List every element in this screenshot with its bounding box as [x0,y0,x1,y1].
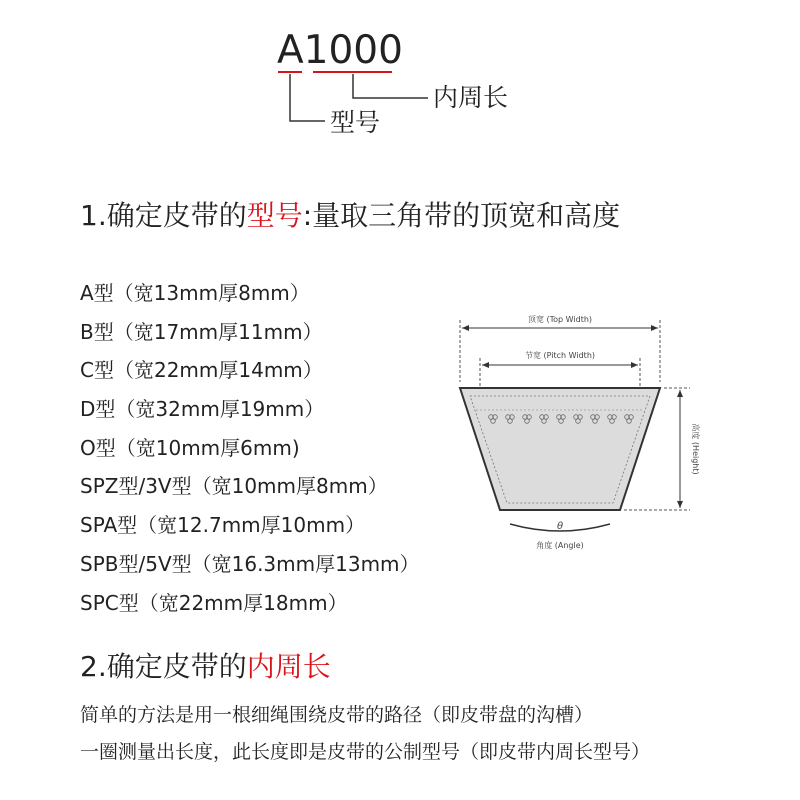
belt-code-diagram [0,0,800,150]
list-item: A型（宽13mm厚8mm） [80,281,310,305]
arrow-left-icon [462,325,469,331]
height-label: 高度 (Height) [691,423,700,475]
list-item: SPB型/5V型（宽16.3mm厚13mm） [80,551,420,576]
belt-code-text: A1000 [277,28,403,73]
angle-symbol: θ [556,521,564,532]
angle-label: 角度 (Angle) [536,541,584,550]
section2-heading-highlight: 内周长 [246,650,331,683]
length-callout-line [353,74,428,98]
list-item: D型（宽32mm厚19mm） [80,397,325,422]
model-label: 型号 [330,108,381,137]
section2-heading [80,645,331,685]
model-callout-line [290,74,325,121]
list-item: SPA型（宽12.7mm厚10mm） [80,513,366,538]
section1-heading [80,194,620,234]
belt-cross-section-diagram [450,300,710,565]
arrow-down-icon [677,501,683,508]
list-item: C型（宽22mm厚14mm） [80,358,323,383]
arrow-up-icon [677,390,683,397]
inner-circumference-label: 内周长 [433,83,509,112]
arrow-right-icon [631,362,638,368]
arrow-left-icon [482,362,489,368]
section1-heading-suffix: :量取三角带的顶宽和高度 [302,199,621,232]
paragraph-line-1: 简单的方法是用一根细绳围绕皮带的路径（即皮带盘的沟槽） [80,704,594,726]
belt-spec-list [80,278,420,626]
arrow-right-icon [651,325,658,331]
list-item: O型（宽10mm厚6mm) [80,435,300,460]
belt-profile [460,388,660,510]
section1-heading-prefix: 1.确定皮带的 [80,199,247,232]
list-item: SPC型（宽22mm厚18mm） [80,590,348,615]
top-width-label: 顶宽 (Top Width) [527,315,593,324]
list-item: B型（宽17mm厚11mm） [80,319,323,344]
pitch-width-label: 节宽 (Pitch Width) [524,351,596,360]
list-item: SPZ型/3V型（宽10mm厚8mm） [80,474,388,499]
section2-heading-prefix: 2.确定皮带的 [80,650,247,683]
section1-heading-highlight: 型号 [246,199,303,232]
paragraph-line-2: 一圈测量出长度，此长度即是皮带的公制型号（即皮带内周长型号） [80,741,651,763]
